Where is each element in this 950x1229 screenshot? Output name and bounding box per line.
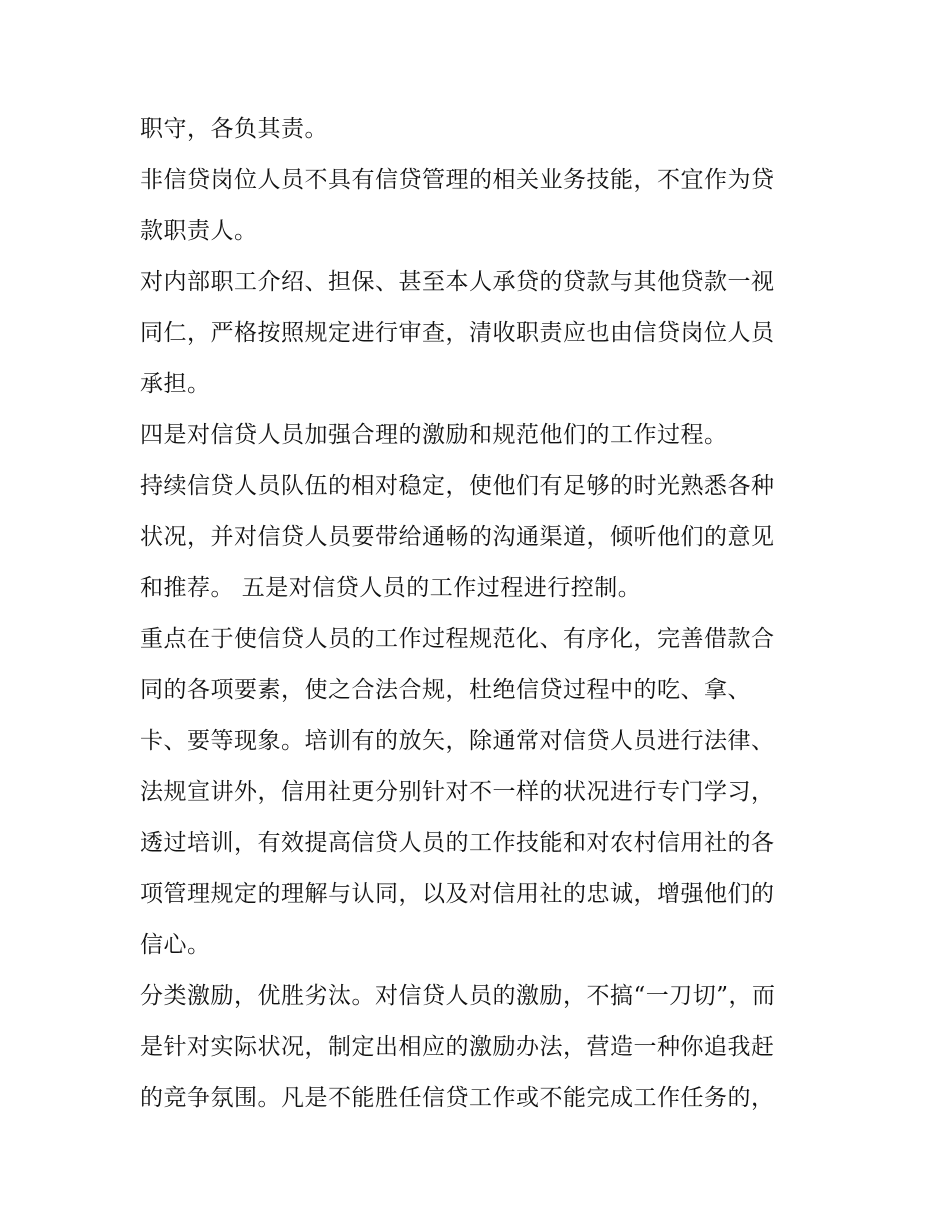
text-line: 状况，并对信贷人员要带给通畅的沟通渠道，倾听他们的意见	[140, 524, 775, 550]
text-line: 职守，各负其责。	[140, 116, 328, 142]
text-line: 和推荐。 五是对信贷人员的工作过程进行控制。	[140, 575, 642, 601]
text-line: 项管理规定的理解与认同，以及对信用社的忠诚，增强他们的	[140, 881, 775, 907]
text-line: 重点在于使信贷人员的工作过程规范化、有序化，完善借款合	[140, 626, 775, 652]
text-line: 持续信贷人员队伍的相对稳定，使他们有足够的时光熟悉各种	[140, 473, 775, 499]
text-line: 透过培训，有效提高信贷人员的工作技能和对农村信用社的各	[140, 830, 775, 856]
text-line: 承担。	[140, 371, 211, 397]
text-line: 非信贷岗位人员不具有信贷管理的相关业务技能，不宜作为贷	[140, 167, 775, 193]
text-line: 同仁，严格按照规定进行审查，清收职责应也由信贷岗位人员	[140, 320, 775, 346]
text-line: 分类激励，优胜劣汰。对信贷人员的激励，不搞“一刀切”，而	[140, 983, 776, 1009]
text-line: 是针对实际状况，制定出相应的激励办法，营造一种你追我赶	[140, 1034, 775, 1060]
text-line: 信心。	[140, 932, 211, 958]
text-line: 对内部职工介绍、担保、甚至本人承贷的贷款与其他贷款一视	[140, 269, 775, 295]
text-line: 法规宣讲外，信用社更分别针对不一样的状况进行专门学习，	[140, 779, 775, 805]
text-line: 四是对信贷人员加强合理的激励和规范他们的工作过程。	[140, 422, 728, 448]
text-line: 的竞争氛围。凡是不能胜任信贷工作或不能完成工作任务的，	[140, 1085, 775, 1111]
document-body	[140, 104, 820, 1124]
text-line: 卡、要等现象。培训有的放矢，除通常对信贷人员进行法律、	[140, 728, 775, 754]
text-line: 款职责人。	[140, 218, 258, 244]
text-line: 同的各项要素，使之合法合规，杜绝信贷过程中的吃、拿、	[140, 677, 751, 703]
